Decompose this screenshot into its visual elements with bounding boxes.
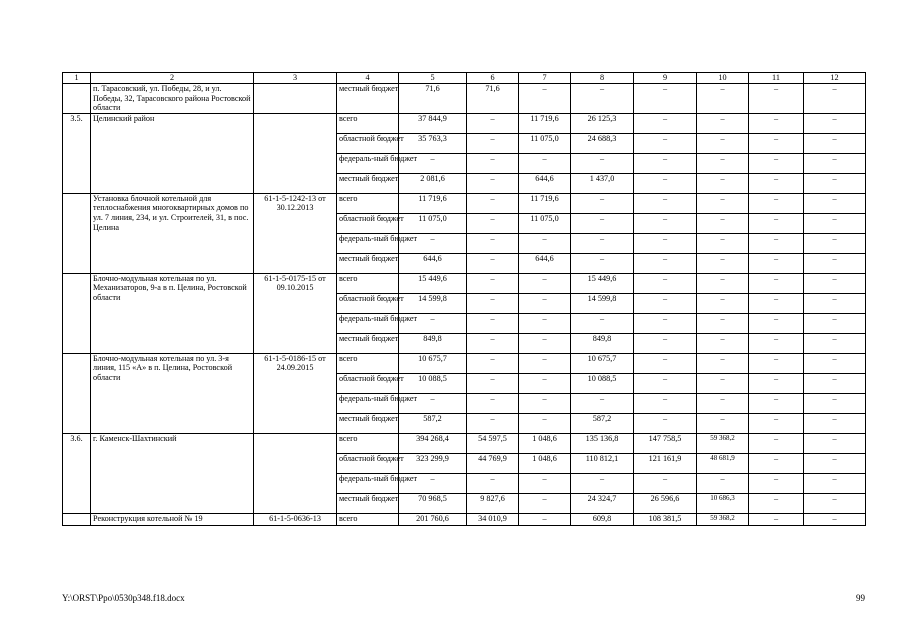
item-number: 3.5. — [63, 113, 91, 193]
amount-cell: 849,8 — [399, 333, 467, 353]
amount-cell: – — [634, 413, 697, 433]
header-cell: 2 — [91, 73, 254, 84]
funding-source: местный бюджет — [337, 333, 399, 353]
amount-cell: – — [697, 293, 749, 313]
amount-cell: – — [634, 153, 697, 173]
amount-cell: – — [519, 153, 571, 173]
funding-source: федераль-ный бюджет — [337, 313, 399, 333]
funding-source: областной бюджет — [337, 133, 399, 153]
amount-cell: – — [804, 493, 866, 513]
amount-cell: 1 048,6 — [519, 453, 571, 473]
amount-cell: – — [634, 373, 697, 393]
amount-cell: – — [467, 273, 519, 293]
amount-cell: 59 368,2 — [697, 513, 749, 525]
amount-cell: – — [519, 393, 571, 413]
funding-source: всего — [337, 113, 399, 133]
amount-cell: – — [634, 353, 697, 373]
header-cell: 9 — [634, 73, 697, 84]
amount-cell: – — [697, 113, 749, 133]
amount-cell: – — [519, 353, 571, 373]
amount-cell: – — [399, 473, 467, 493]
amount-cell: – — [749, 153, 804, 173]
amount-cell: – — [804, 313, 866, 333]
amount-cell: 2 081,6 — [399, 173, 467, 193]
funding-source: местный бюджет — [337, 84, 399, 114]
amount-cell: 26 596,6 — [634, 493, 697, 513]
amount-cell: 135 136,8 — [571, 433, 634, 453]
amount-cell: – — [749, 193, 804, 213]
document-number: 61-1-5-0636-13 — [254, 513, 337, 525]
budget-table — [62, 72, 866, 526]
funding-source: всего — [337, 433, 399, 453]
amount-cell: – — [467, 293, 519, 313]
amount-cell: – — [519, 333, 571, 353]
amount-cell: 10 686,3 — [697, 493, 749, 513]
amount-cell: – — [804, 193, 866, 213]
amount-cell: – — [467, 373, 519, 393]
amount-cell: 10 675,7 — [571, 353, 634, 373]
amount-cell: – — [697, 333, 749, 353]
amount-cell: – — [697, 233, 749, 253]
header-cell: 12 — [804, 73, 866, 84]
amount-cell: – — [467, 213, 519, 233]
amount-cell: 24 688,3 — [571, 133, 634, 153]
amount-cell: – — [697, 393, 749, 413]
amount-cell: – — [804, 273, 866, 293]
amount-cell: – — [634, 253, 697, 273]
amount-cell: – — [749, 133, 804, 153]
amount-cell: – — [519, 413, 571, 433]
amount-cell: 34 010,9 — [467, 513, 519, 525]
amount-cell: – — [634, 333, 697, 353]
amount-cell: 14 599,8 — [399, 293, 467, 313]
amount-cell: – — [749, 473, 804, 493]
amount-cell: 609,8 — [571, 513, 634, 525]
amount-cell: – — [634, 84, 697, 114]
amount-cell: – — [399, 153, 467, 173]
amount-cell: – — [519, 293, 571, 313]
amount-cell: 10 088,5 — [571, 373, 634, 393]
header-cell: 10 — [697, 73, 749, 84]
amount-cell: 11 075,0 — [519, 213, 571, 233]
amount-cell: – — [804, 413, 866, 433]
amount-cell: – — [519, 273, 571, 293]
table-row — [63, 353, 866, 373]
amount-cell: 121 161,9 — [634, 453, 697, 473]
amount-cell: – — [571, 193, 634, 213]
header-cell: 4 — [337, 73, 399, 84]
amount-cell: 44 769,9 — [467, 453, 519, 473]
amount-cell: – — [697, 173, 749, 193]
document-number — [254, 84, 337, 114]
header-cell: 1 — [63, 73, 91, 84]
amount-cell: – — [399, 233, 467, 253]
amount-cell: – — [804, 233, 866, 253]
amount-cell: – — [697, 133, 749, 153]
amount-cell: – — [519, 84, 571, 114]
amount-cell: 587,2 — [399, 413, 467, 433]
amount-cell: – — [571, 233, 634, 253]
amount-cell: – — [804, 453, 866, 473]
amount-cell: – — [804, 113, 866, 133]
funding-source: федераль-ный бюджет — [337, 393, 399, 413]
amount-cell: – — [804, 393, 866, 413]
item-number — [63, 273, 91, 353]
header-cell: 3 — [254, 73, 337, 84]
amount-cell: – — [571, 213, 634, 233]
amount-cell: – — [634, 473, 697, 493]
amount-cell: – — [697, 473, 749, 493]
amount-cell: 1 048,6 — [519, 433, 571, 453]
amount-cell: – — [467, 233, 519, 253]
amount-cell: 54 597,5 — [467, 433, 519, 453]
amount-cell: 11 719,6 — [399, 193, 467, 213]
amount-cell: – — [749, 273, 804, 293]
amount-cell: – — [467, 173, 519, 193]
header-row — [63, 73, 866, 84]
amount-cell: – — [634, 193, 697, 213]
amount-cell: – — [571, 313, 634, 333]
amount-cell: – — [697, 253, 749, 273]
object-name: Реконструкция котельной № 19 — [91, 513, 254, 525]
amount-cell: 644,6 — [399, 253, 467, 273]
page-number: 99 — [856, 593, 865, 603]
amount-cell: – — [519, 493, 571, 513]
amount-cell: 394 268,4 — [399, 433, 467, 453]
amount-cell: – — [467, 153, 519, 173]
document-number: 61-1-5-0175-15 от 09.10.2015 — [254, 273, 337, 353]
amount-cell: – — [467, 473, 519, 493]
amount-cell: – — [634, 113, 697, 133]
document-number: 61-1-5-0186-15 от 24.09.2015 — [254, 353, 337, 433]
amount-cell: – — [399, 313, 467, 333]
amount-cell: – — [697, 153, 749, 173]
funding-source: всего — [337, 193, 399, 213]
amount-cell: – — [571, 393, 634, 413]
amount-cell: 10 088,5 — [399, 373, 467, 393]
amount-cell: 323 299,9 — [399, 453, 467, 473]
amount-cell: 24 324,7 — [571, 493, 634, 513]
amount-cell: – — [804, 173, 866, 193]
amount-cell: 147 758,5 — [634, 433, 697, 453]
amount-cell: – — [804, 433, 866, 453]
item-number — [63, 193, 91, 273]
amount-cell: 108 381,5 — [634, 513, 697, 525]
object-name: г. Каменск-Шахтинский — [91, 433, 254, 513]
amount-cell: 15 449,6 — [399, 273, 467, 293]
amount-cell: – — [804, 253, 866, 273]
amount-cell: – — [749, 453, 804, 473]
amount-cell: – — [697, 413, 749, 433]
amount-cell: – — [519, 313, 571, 333]
amount-cell: – — [634, 213, 697, 233]
amount-cell: – — [634, 293, 697, 313]
object-name: Установка блочной котельной для теплоснабжения многоквартирных домов по ул. 7 линия, 234, и ул. Строителей, 31, в пос. Целина — [91, 193, 254, 273]
table-row — [63, 273, 866, 293]
amount-cell: – — [467, 353, 519, 373]
amount-cell: 10 675,7 — [399, 353, 467, 373]
amount-cell: – — [749, 373, 804, 393]
amount-cell: – — [571, 84, 634, 114]
amount-cell: – — [749, 173, 804, 193]
amount-cell: – — [749, 393, 804, 413]
document-number — [254, 433, 337, 513]
funding-source: федераль-ный бюджет — [337, 473, 399, 493]
funding-source: всего — [337, 353, 399, 373]
amount-cell: – — [749, 84, 804, 114]
amount-cell: 201 760,6 — [399, 513, 467, 525]
funding-source: местный бюджет — [337, 253, 399, 273]
amount-cell: – — [634, 313, 697, 333]
amount-cell: – — [697, 353, 749, 373]
document-path: Y:\ORST\Ppo\0530p348.f18.docx — [62, 593, 185, 603]
amount-cell: – — [749, 233, 804, 253]
amount-cell: 71,6 — [399, 84, 467, 114]
amount-cell: – — [697, 373, 749, 393]
amount-cell: – — [467, 313, 519, 333]
amount-cell: – — [804, 153, 866, 173]
amount-cell: – — [749, 293, 804, 313]
amount-cell: 110 812,1 — [571, 453, 634, 473]
amount-cell: – — [634, 173, 697, 193]
amount-cell: – — [634, 393, 697, 413]
header-cell: 11 — [749, 73, 804, 84]
funding-source: областной бюджет — [337, 453, 399, 473]
amount-cell: – — [804, 333, 866, 353]
amount-cell: 849,8 — [571, 333, 634, 353]
amount-cell: 15 449,6 — [571, 273, 634, 293]
amount-cell: – — [467, 113, 519, 133]
amount-cell: 48 681,9 — [697, 453, 749, 473]
document-number: 61-1-5-1242-13 от 30.12.2013 — [254, 193, 337, 273]
amount-cell: – — [749, 253, 804, 273]
amount-cell: 11 075,0 — [399, 213, 467, 233]
object-name: п. Тарасовский, ул. Победы, 28, и ул. Победы, 32, Тарасовского района Ростовской области — [91, 84, 254, 114]
amount-cell: – — [804, 513, 866, 525]
amount-cell: – — [519, 373, 571, 393]
table-row — [63, 113, 866, 133]
amount-cell: – — [467, 253, 519, 273]
table-row — [63, 193, 866, 213]
amount-cell: 1 437,0 — [571, 173, 634, 193]
header-cell: 8 — [571, 73, 634, 84]
amount-cell: – — [697, 213, 749, 233]
table-body — [63, 73, 866, 526]
funding-source: всего — [337, 273, 399, 293]
amount-cell: – — [749, 513, 804, 525]
amount-cell: 587,2 — [571, 413, 634, 433]
amount-cell: – — [634, 133, 697, 153]
funding-source: местный бюджет — [337, 173, 399, 193]
funding-source: областной бюджет — [337, 213, 399, 233]
table-row — [63, 433, 866, 453]
amount-cell: 59 368,2 — [697, 433, 749, 453]
object-name: Блочно-модульная котельная по ул. Механизаторов, 9-а в п. Целина, Ростовской области — [91, 273, 254, 353]
item-number: 3.6. — [63, 433, 91, 513]
header-cell: 7 — [519, 73, 571, 84]
amount-cell: – — [467, 133, 519, 153]
funding-source: федераль-ный бюджет — [337, 233, 399, 253]
amount-cell: – — [697, 193, 749, 213]
header-cell: 6 — [467, 73, 519, 84]
funding-source: местный бюджет — [337, 413, 399, 433]
amount-cell: – — [749, 313, 804, 333]
amount-cell: – — [804, 353, 866, 373]
object-name: Целинский район — [91, 113, 254, 193]
object-name: Блочно-модульная котельная по ул. 3-я линия, 115 «А» в п. Целина, Ростовской области — [91, 353, 254, 433]
amount-cell: – — [519, 513, 571, 525]
amount-cell: – — [634, 273, 697, 293]
funding-source: областной бюджет — [337, 293, 399, 313]
amount-cell: 644,6 — [519, 253, 571, 273]
amount-cell: – — [804, 293, 866, 313]
amount-cell: – — [749, 433, 804, 453]
amount-cell: – — [804, 84, 866, 114]
amount-cell: – — [749, 113, 804, 133]
amount-cell: – — [697, 313, 749, 333]
amount-cell: – — [749, 213, 804, 233]
header-cell: 5 — [399, 73, 467, 84]
table-row — [63, 513, 866, 525]
amount-cell: 26 125,3 — [571, 113, 634, 133]
amount-cell: – — [571, 473, 634, 493]
amount-cell: 71,6 — [467, 84, 519, 114]
amount-cell: – — [749, 493, 804, 513]
amount-cell: 70 968,5 — [399, 493, 467, 513]
amount-cell: – — [749, 333, 804, 353]
item-number — [63, 84, 91, 114]
funding-source: федераль-ный бюджет — [337, 153, 399, 173]
amount-cell: 11 719,6 — [519, 113, 571, 133]
funding-source: областной бюджет — [337, 373, 399, 393]
amount-cell: – — [697, 273, 749, 293]
amount-cell: 14 599,8 — [571, 293, 634, 313]
amount-cell: – — [519, 233, 571, 253]
amount-cell: – — [804, 213, 866, 233]
table-row — [63, 84, 866, 114]
amount-cell: 11 075,0 — [519, 133, 571, 153]
amount-cell: 9 827,6 — [467, 493, 519, 513]
amount-cell: 37 844,9 — [399, 113, 467, 133]
amount-cell: – — [467, 393, 519, 413]
amount-cell: – — [519, 473, 571, 493]
funding-source: местный бюджет — [337, 493, 399, 513]
amount-cell: – — [749, 353, 804, 373]
item-number — [63, 513, 91, 525]
amount-cell: – — [804, 133, 866, 153]
item-number — [63, 353, 91, 433]
amount-cell: – — [697, 84, 749, 114]
amount-cell: – — [467, 333, 519, 353]
amount-cell: 644,6 — [519, 173, 571, 193]
amount-cell: – — [804, 473, 866, 493]
amount-cell: – — [571, 153, 634, 173]
amount-cell: – — [399, 393, 467, 413]
amount-cell: – — [571, 253, 634, 273]
document-number — [254, 113, 337, 193]
amount-cell: – — [634, 233, 697, 253]
amount-cell: – — [804, 373, 866, 393]
funding-source: всего — [337, 513, 399, 525]
amount-cell: 35 763,3 — [399, 133, 467, 153]
amount-cell: – — [467, 413, 519, 433]
amount-cell: – — [467, 193, 519, 213]
amount-cell: 11 719,6 — [519, 193, 571, 213]
amount-cell: – — [749, 413, 804, 433]
